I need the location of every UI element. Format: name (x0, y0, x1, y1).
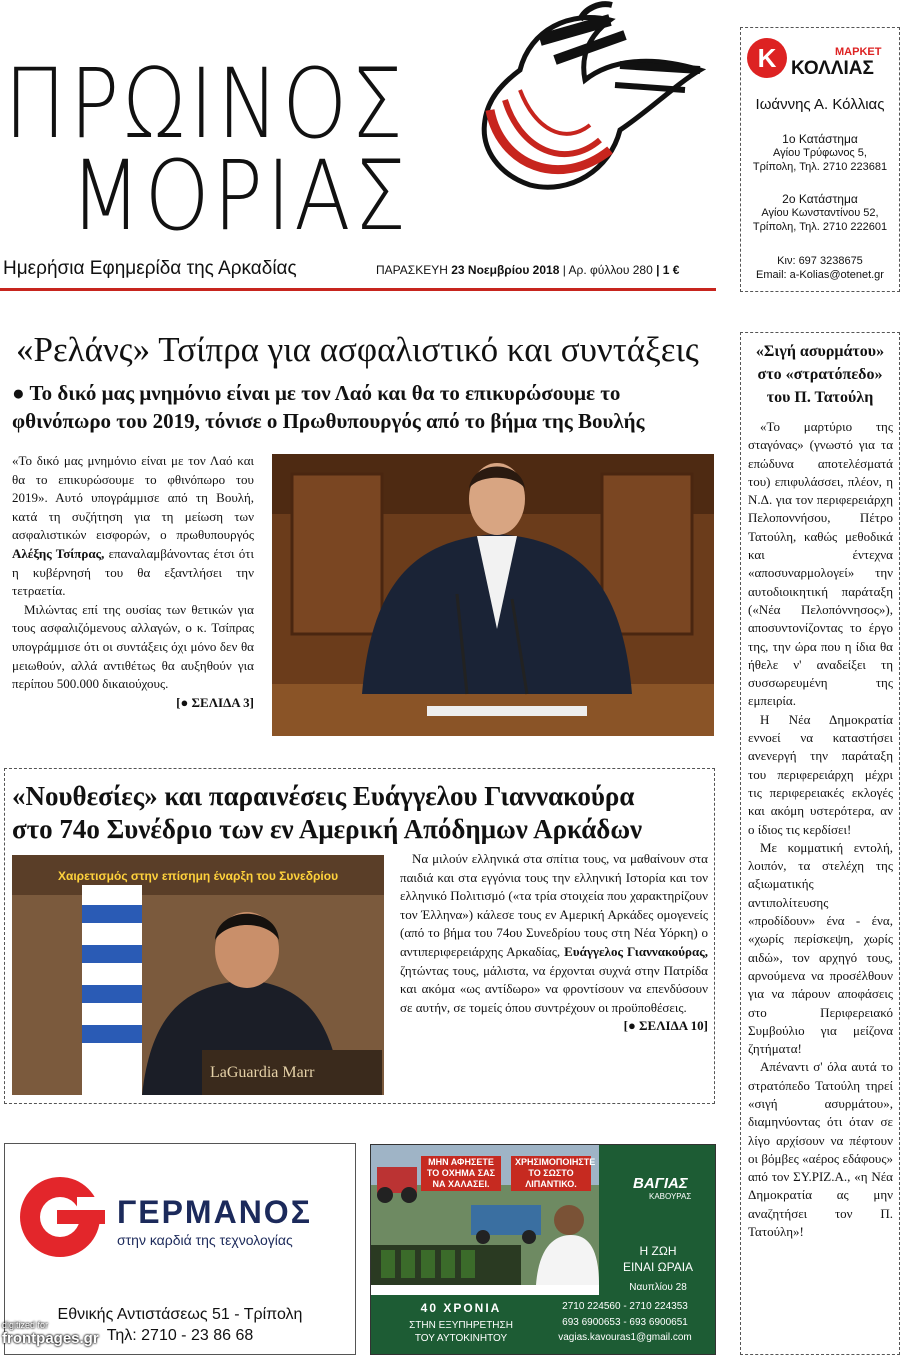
kollias-person: Ιωάννης Α. Κόλλιας (755, 96, 885, 113)
germanos-address: Εθνικής Αντιστάσεως 51 - Τρίπολη (57, 1306, 303, 1323)
watermark: digitized for frontpages.gr (2, 1320, 99, 1347)
issue-number: | Αρ. φύλλου 280 (562, 263, 653, 277)
vagias-slogan: Η ΖΩΗ ΕΙΝΑΙ ΩΡΑΙΑ (622, 1244, 694, 1274)
kollias-brand: ΚΟΛΛΙΑΣ (791, 58, 874, 79)
vagias-banner-2: ΧΡΗΣΙΜΟΠΟΙΗΣΤΕ ΤΟ ΣΩΣΤΟ ΛΙΠΑΝΤΙΚΟ. (511, 1156, 591, 1191)
vagias-experience: ΣΤΗΝ ΕΞΥΠΗΡΕΤΗΣΗ ΤΟΥ ΑΥΤΟΚΙΝΗΤΟΥ (409, 1320, 513, 1344)
main-subheadline: ● Το δικό μας μνημόνιο είναι με τον Λαό και θα το επικυρώσουμε το φθινόπωρο του 2019, τόνισε ο Πρωθυπουργός από το βήμα της Βουλής (12, 381, 645, 433)
kollias-market: ΜΑΡΚΕΤ (835, 46, 882, 58)
kollias-contact: Κιν: 697 3238675 Email: a-Kolias@otenet.gr (756, 255, 884, 281)
sidebar-paragraph-4: Απέναντι σ' όλα αυτά το στρατόπεδο Τατούλη τηρεί «σιγή ασυρμάτου», διαμηνύοντας ότι όταν σε λίγο αρχίσουν να πέφτουν οι βόμβες «αέρος εδάφους» από τον ΣΥ.ΡΙΖ.Α., «η Νέα Δημοκρατία ας μην αναζητήσει τον Π. Τατούλη»! (748, 1059, 893, 1240)
ad-vagias[interactable] (370, 1144, 716, 1355)
kollias-store-2: 2ο Κατάστημα Αγίου Κωνσταντίνου 52, Τρίπολη, Τηλ. 2710 222601 (752, 192, 888, 233)
masthead (0, 0, 725, 292)
sidebar-paragraph-3: Με κομματική εντολή, λοιπόν, τα στελέχη της αξιωματικής αντιπολίτευσης «προδίδουν» ένα - ένα, «χωρίς περίσκεψη, χωρίς αιδώ», τον αρχηγό τους, αρνούμενα να προσέλθουν για να πάρουν αποφάσεις στο Περιφερειακό Συμβούλιο για μείζονα ζητήματα! (748, 839, 893, 1057)
vagias-contact: 2710 224560 - 2710 224353 693 6900653 - 693 6900651 vagias.kavouras1@gmail.com (558, 1301, 692, 1343)
germanos-brand: ΓΕΡΜΑΝΟΣ (117, 1194, 312, 1230)
vagias-address: Ναυπλίου 28 (629, 1282, 687, 1293)
vagias-years: 40 ΧΡΟΝΙΑ (420, 1301, 502, 1315)
germanos-logo-icon (15, 1172, 105, 1262)
day: ΠΑΡΑΣΚΕΥΗ (376, 263, 448, 277)
vagias-brand: ΒΑΓΙΑΣ (633, 1175, 688, 1192)
sidebar-paragraph-1: «Το μαρτύριο της σταγόνας» (γνωστό για τα επώδυνα αποτελέσματά του) επιφυλάσσει, πλέον, η Ν.Δ. για τον περιφερειάρχη Πελοποννήσου, Πέτρο Τατούλη, καθώς μεθοδικά και έντεχνα «αποσυναρμολογεί» την αυτοδιοικητική παράταξη («Νέα Πελοπόννησος»), αποσυντονίζοντας το έργο της, την ώρα που η ίδια θα ήθελε ν' αναδείξει τη συσσωρευμένη της εμπειρία. (748, 419, 893, 709)
sidebar-headline[interactable]: «Σιγή ασυρμάτου» στο «στρατόπεδο» του Π. Τατούλη (755, 343, 885, 406)
price: | 1 € (656, 263, 680, 277)
kollias-store-1: 1ο Κατάστημα Αγίου Τρύφωνος 5, Τρίπολη, Τηλ. 2710 223681 (752, 132, 888, 173)
masthead-rule (0, 288, 716, 291)
article1-paragraph-1: «Το δικό μας μνημόνιο είναι με τον Λαό και θα το επικυρώσουμε το φθινόπωρο του 2019». Αυτό υπογράμμισε από τη Βουλή, κατά τη συζήτηση για τη μείωση των ασφαλιστικών εισφορών, ο πρωθυπουργός Αλέξης Τσίπρας, επαναλαμβάνοντας έτσι ότι η κυβέρνησή του θα εξαντλήσει την τετραετία. (12, 453, 254, 599)
sidebar-paragraph-2: Η Νέα Δημοκρατία εννοεί να καταστήσει ανενεργή την παράταξη του περιφερειάρχη μέχρι τις περιφερειακές εκλογές και ακόμη υστερότερα, αν ο ίδιος τις κερδίσει! (748, 711, 893, 837)
dateline (376, 263, 679, 277)
ad-kollias[interactable] (740, 27, 900, 292)
article1-page-ref[interactable]: [● ΣΕΛΙΔΑ 3] (176, 694, 254, 710)
logo-line-1: ΠΡΩΙΝΟΣ (4, 48, 407, 160)
tsipras-photo (272, 454, 714, 736)
sidebar-body (748, 418, 893, 1241)
vagias-banner-1: ΜΗΝ ΑΦΗΣΕΤΕ ΤΟ ΟΧΗΜΑ ΣΑΣ ΝΑ ΧΑΛΑΣΕΙ. (421, 1156, 501, 1191)
tsipras-photo-illustration (272, 454, 714, 736)
article2-headline[interactable]: «Νουθεσίες» και παραινέσεις Ευάγγελου Γιαννακούρα στο 74ο Συνέδριο των εν Αμερική Απόδημων Αρκάδων (12, 781, 643, 844)
photo-podium-sign: LaGuardia Marr (210, 1064, 315, 1081)
article2-body (400, 850, 708, 1036)
photo2-caption: Χαιρετισμός στην επίσημη έναρξη του Συνεδρίου (57, 869, 339, 883)
article1-paragraph-2: Μιλώντας επί της ουσίας των θετικών για τους ασφαλιζόμενους αλλαγών, ο κ. Τσίπρας υπογράμμισε ότι οι συντάξεις όχι μόνο δεν θα μειωθούν, αλλά αντιθέτως θα αυξηθούν για περίπου 500.000 δικαιούχους. (12, 601, 254, 692)
kollias-logo (747, 34, 897, 86)
article1-body (12, 452, 254, 712)
germanos-phone: Τηλ: 2710 - 23 86 68 (106, 1327, 254, 1344)
date: 23 Νοεμβρίου 2018 (451, 263, 560, 277)
kollias-monogram: Κ (747, 38, 787, 78)
main-headline[interactable]: «Ρελάνς» Τσίπρα για ασφαλιστικό και συντάξεις (16, 330, 699, 369)
article2-page-ref[interactable]: [● ΣΕΛΙΔΑ 10] (623, 1018, 708, 1034)
giannakouras-photo-illustration (12, 855, 384, 1095)
logo-line-2: ΜΟΡΙΑΣ (70, 140, 410, 252)
germanos-tagline: στην καρδιά της τεχνολογίας (117, 1232, 293, 1248)
newspaper-subtitle: Ημερήσια Εφημερίδα της Αρκαδίας (3, 258, 297, 279)
article2-paragraph: Να μιλούν ελληνικά στα σπίτια τους, να μαθαίνουν στα παιδιά και στα εγγόνια τους την ελληνική Ιστορία και τον ελληνικό Πολιτισμό («τα τρία στοιχεία που χαρακτηρίζουν τον Έλληνα») κάλεσε τους εν Αμερική Αρκάδες ομογενείς (από το βήμα του 74ου Συνεδρίου τους στη Νέα Υόρκη) ο αντιπεριφερειάρχης Αρκαδίας, Ευάγγελος Γιαννακούρας, ζητώντας τους, μάλιστα, να έρχονται συχνά στην Πατρίδα και ακόμα «ως αντίδωρο» να φροντίσουν να επενδύσουν σε αυτήν, σε τομείς όπου συντρέχουν οι προϋποθέσεις. (400, 851, 708, 1015)
dove-logo-icon (460, 0, 720, 195)
giannakouras-photo (12, 855, 384, 1095)
vagias-brand-sub: ΚΑΒΟΥΡΑΣ (649, 1192, 692, 1201)
